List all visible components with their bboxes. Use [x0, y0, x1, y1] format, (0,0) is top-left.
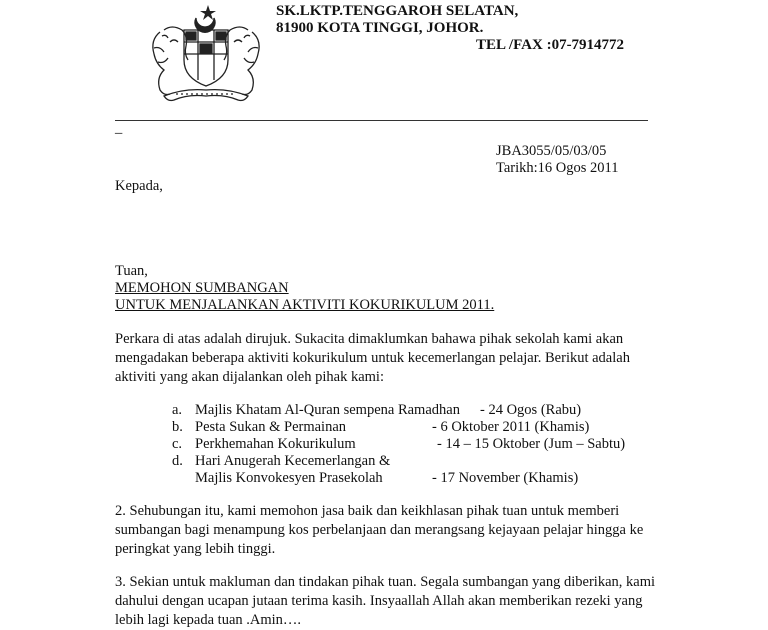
list-marker: d.: [172, 453, 183, 469]
paragraph-3: 3. Sekian untuk makluman dan tindakan pihak tuan. Segala sumbangan yang diberikan, kami dahului dengan ucapan jutaan terima kasih. Insyaallah Allah akan memberikan rezeki yang lebih lagi kepada tuan .Amin….: [115, 574, 655, 628]
salutation: Tuan,: [115, 263, 148, 279]
divider-tail: _: [115, 120, 123, 136]
reference-number: JBA3055/05/03/05: [496, 143, 607, 159]
activity-date: - 6 Oktober 2011 (Khamis): [432, 419, 590, 435]
activity-name-continued: Majlis Konvokesyen Prasekolah: [195, 470, 383, 486]
school-name: SK.LKTP.TENGGAROH SELATAN,: [276, 3, 519, 19]
activity-date: - 17 November (Khamis): [432, 470, 579, 486]
activity-name: Hari Anugerah Kecemerlangan &: [195, 453, 391, 469]
school-address: 81900 KOTA TINGGI, JOHOR.: [276, 20, 484, 36]
paragraph-1: Perkara di atas adalah dirujuk. Sukacita dimaklumkan bahawa pihak sekolah kami akan mengadakan beberapa aktiviti kokurikulum untuk kecemerlangan pelajar. Berikut adalah aktiviti yang akan dijalankan oleh pihak kami:: [115, 331, 630, 385]
subject-line-1: MEMOHON SUMBANGAN: [115, 280, 289, 296]
activity-date: - 14 – 15 Oktober (Jum – Sabtu): [437, 436, 626, 452]
activity-name: Pesta Sukan & Permainan: [195, 419, 347, 435]
list-marker: c.: [172, 436, 183, 452]
activity-name: Majlis Khatam Al-Quran sempena Ramadhan: [195, 402, 460, 418]
telephone-fax: TEL /FAX :07-7914772: [476, 37, 625, 53]
letter-date: Tarikh:16 Ogos 2011: [496, 160, 619, 176]
subject-line-2: UNTUK MENJALANKAN AKTIVITI KOKURIKULUM 2011.: [115, 297, 495, 313]
header-divider: [115, 120, 648, 121]
activity-name: Perkhemahan Kokurikulum: [195, 436, 356, 452]
list-marker: a.: [172, 402, 183, 418]
recipient-label: Kepada,: [115, 178, 163, 194]
coat-of-arms-logo: [140, 2, 270, 110]
activity-date: - 24 Ogos (Rabu): [480, 402, 582, 418]
list-marker: b.: [172, 419, 183, 435]
paragraph-2: 2. Sehubungan itu, kami memohon jasa baik dan keikhlasan pihak tuan untuk memberi sumbangan bagi menampung kos perbelanjaan dan merangsang kejayaan pelajar hingga ke peringkat yang lebih tinggi.: [115, 503, 644, 557]
